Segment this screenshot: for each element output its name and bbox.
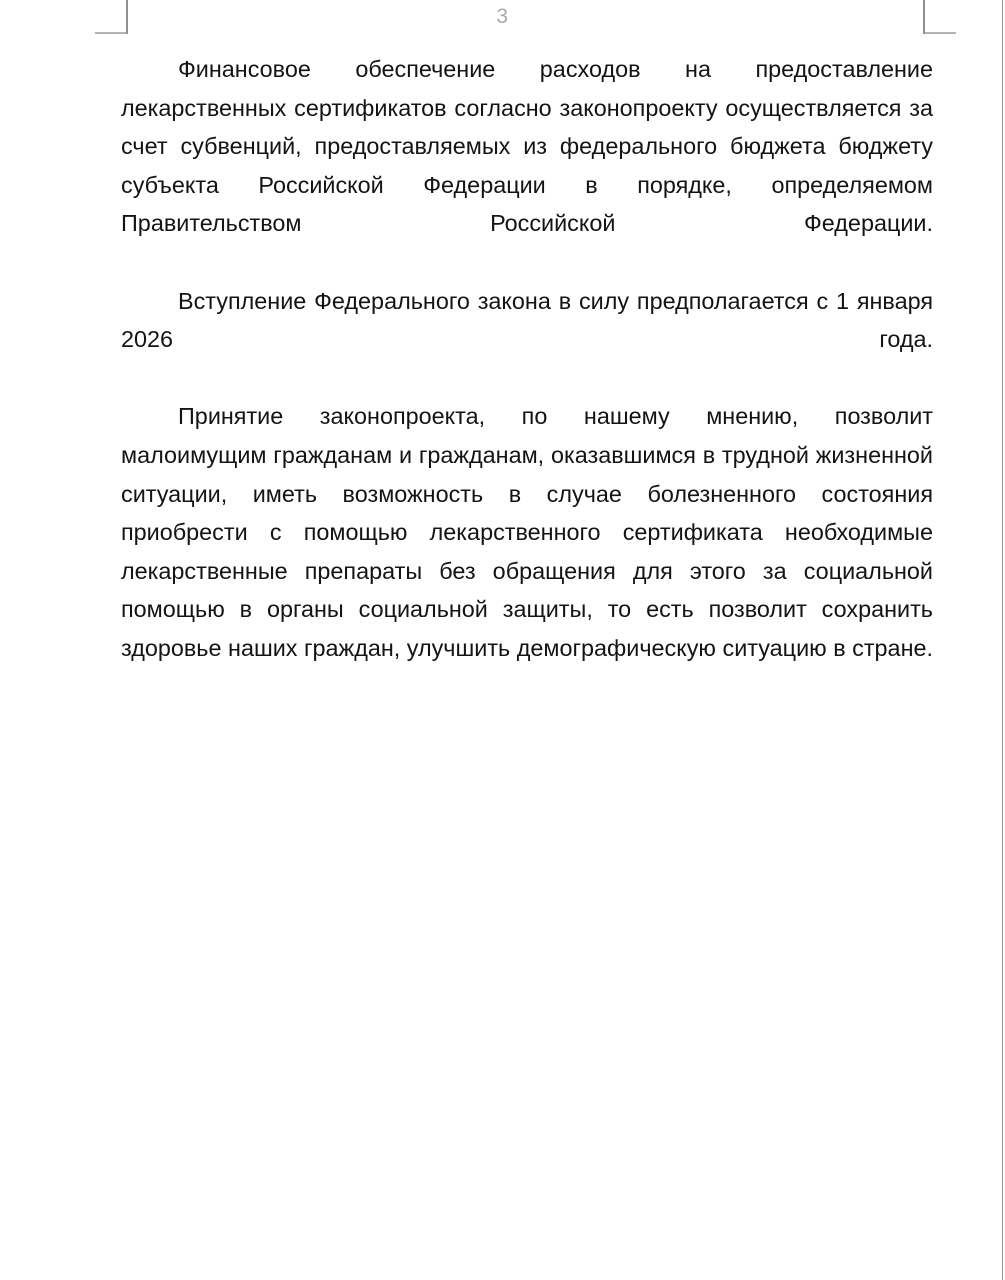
document-body xyxy=(121,50,933,706)
paragraph-effective-date: Вступление Федерального закона в силу предполагается с 1 января 2026 года. xyxy=(121,287,933,353)
crop-mark-top-right-icon xyxy=(923,8,956,34)
page-border-right xyxy=(1002,0,1003,1280)
paragraph-expected-effect: Принятие законопроекта, по нашему мнению, позволит малоимущим гражданам и гражданам, оказавшимся в трудной жизненной ситуации, иметь возможность в случае болезненного состояния приобрести с помощью лекарственного сертификата необходимые лекарственные препараты без обращения для этого за социальной помощью в органы социальной защиты, то есть позволит сохранить здоровье наших граждан, улучшить демографическую ситуацию в стране. xyxy=(121,403,933,661)
paragraph-financing: Финансовое обеспечение расходов на предоставление лекарственных сертификатов согласно законопроекту осуществляется за счет субвенций, предоставляемых из федерального бюджета бюджету субъекта Российской Федерации в порядке, определяемом Правительством Российской Федерации. xyxy=(121,56,933,237)
page-number: 3 xyxy=(496,5,509,28)
crop-mark-top-left-icon xyxy=(95,8,128,34)
